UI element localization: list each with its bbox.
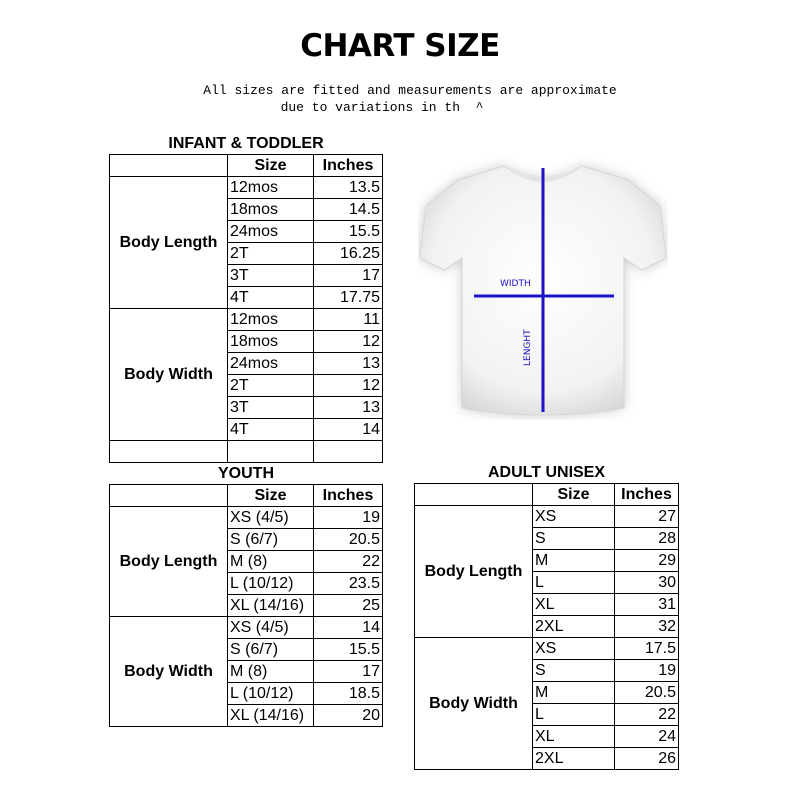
size-cell: XL (14/16) (228, 595, 314, 617)
tshirt-diagram (418, 158, 668, 420)
inches-cell: 14.5 (314, 199, 383, 221)
inches-cell: 19 (615, 660, 679, 682)
size-cell: 3T (228, 397, 314, 419)
tshirt-icon (418, 158, 668, 420)
size-cell: 18mos (228, 199, 314, 221)
inches-cell: 24 (615, 726, 679, 748)
table-row (110, 507, 383, 529)
inches-cell: 27 (615, 506, 679, 528)
inches-cell: 28 (615, 528, 679, 550)
size-cell: XS (533, 638, 615, 660)
size-cell: XL (533, 594, 615, 616)
table-row (415, 506, 679, 528)
table-row (415, 638, 679, 660)
inches-cell: 31 (615, 594, 679, 616)
body-width-label: Body Width (110, 617, 228, 727)
size-cell: L (10/12) (228, 573, 314, 595)
size-cell: L (533, 704, 615, 726)
inches-cell: 17 (314, 265, 383, 287)
infant-toddler-table (109, 133, 383, 463)
size-cell: M (8) (228, 661, 314, 683)
length-label: LENGHT (523, 329, 533, 366)
size-cell: XS (4/5) (228, 507, 314, 529)
body-length-label: Body Length (415, 506, 533, 638)
size-cell: XL (14/16) (228, 705, 314, 727)
header-blank (110, 485, 228, 507)
width-label: WIDTH (500, 279, 531, 289)
size-cell: 24mos (228, 353, 314, 375)
inches-cell: 17 (314, 661, 383, 683)
adult-unisex-table (414, 462, 679, 770)
inches-cell: 11 (314, 309, 383, 331)
header-blank (415, 484, 533, 506)
inches-cell: 13.5 (314, 177, 383, 199)
size-cell: 3T (228, 265, 314, 287)
size-cell: XS (533, 506, 615, 528)
size-cell: 2T (228, 375, 314, 397)
inches-cell: 18.5 (314, 683, 383, 705)
inches-header: Inches (314, 155, 383, 177)
inches-cell: 12 (314, 331, 383, 353)
size-cell: S (533, 528, 615, 550)
size-cell: 12mos (228, 309, 314, 331)
inches-cell: 30 (615, 572, 679, 594)
size-cell: 18mos (228, 331, 314, 353)
size-cell: M (533, 550, 615, 572)
inches-cell: 16.25 (314, 243, 383, 265)
adult-unisex-title: ADULT UNISEX (415, 462, 679, 484)
inches-cell: 22 (314, 551, 383, 573)
table-row-empty (110, 441, 383, 463)
inches-cell: 14 (314, 617, 383, 639)
table-row (110, 177, 383, 199)
size-cell: 4T (228, 419, 314, 441)
inches-cell: 17.5 (615, 638, 679, 660)
size-cell: 12mos (228, 177, 314, 199)
size-cell: 2XL (533, 616, 615, 638)
inches-cell: 20.5 (615, 682, 679, 704)
body-length-label: Body Length (110, 177, 228, 309)
size-header: Size (228, 155, 314, 177)
body-width-label: Body Width (110, 309, 228, 441)
inches-cell: 15.5 (314, 639, 383, 661)
inches-cell: 22 (615, 704, 679, 726)
table-row (110, 309, 383, 331)
inches-cell: 32 (615, 616, 679, 638)
size-cell: 24mos (228, 221, 314, 243)
size-cell: 2T (228, 243, 314, 265)
size-cell: S (533, 660, 615, 682)
header-blank (110, 155, 228, 177)
size-cell: 4T (228, 287, 314, 309)
size-cell: S (6/7) (228, 529, 314, 551)
body-length-label: Body Length (110, 507, 228, 617)
size-cell: M (533, 682, 615, 704)
inches-cell: 19 (314, 507, 383, 529)
body-width-label: Body Width (415, 638, 533, 770)
empty-cell (314, 441, 383, 463)
disclaimer-line-2: due to variations in th ^ (280, 100, 484, 115)
inches-cell: 26 (615, 748, 679, 770)
inches-cell: 13 (314, 353, 383, 375)
youth-title: YOUTH (110, 463, 383, 485)
disclaimer-line-1: All sizes are fitted and measurements are approximate (203, 83, 617, 98)
inches-cell: 23.5 (314, 573, 383, 595)
inches-header: Inches (314, 485, 383, 507)
size-header: Size (533, 484, 615, 506)
inches-cell: 17.75 (314, 287, 383, 309)
empty-cell (228, 441, 314, 463)
size-cell: M (8) (228, 551, 314, 573)
inches-cell: 15.5 (314, 221, 383, 243)
size-cell: L (10/12) (228, 683, 314, 705)
size-cell: XS (4/5) (228, 617, 314, 639)
empty-cell (110, 441, 228, 463)
size-cell: 2XL (533, 748, 615, 770)
size-cell: XL (533, 726, 615, 748)
inches-cell: 12 (314, 375, 383, 397)
inches-cell: 13 (314, 397, 383, 419)
page-title: CHART SIZE (300, 28, 500, 64)
infant-toddler-title: INFANT & TODDLER (110, 133, 383, 155)
size-cell: L (533, 572, 615, 594)
disclaimer (0, 82, 800, 116)
inches-cell: 20.5 (314, 529, 383, 551)
inches-cell: 29 (615, 550, 679, 572)
table-row (110, 617, 383, 639)
inches-cell: 25 (314, 595, 383, 617)
size-cell: S (6/7) (228, 639, 314, 661)
youth-table (109, 463, 383, 727)
size-header: Size (228, 485, 314, 507)
inches-cell: 14 (314, 419, 383, 441)
inches-cell: 20 (314, 705, 383, 727)
inches-header: Inches (615, 484, 679, 506)
